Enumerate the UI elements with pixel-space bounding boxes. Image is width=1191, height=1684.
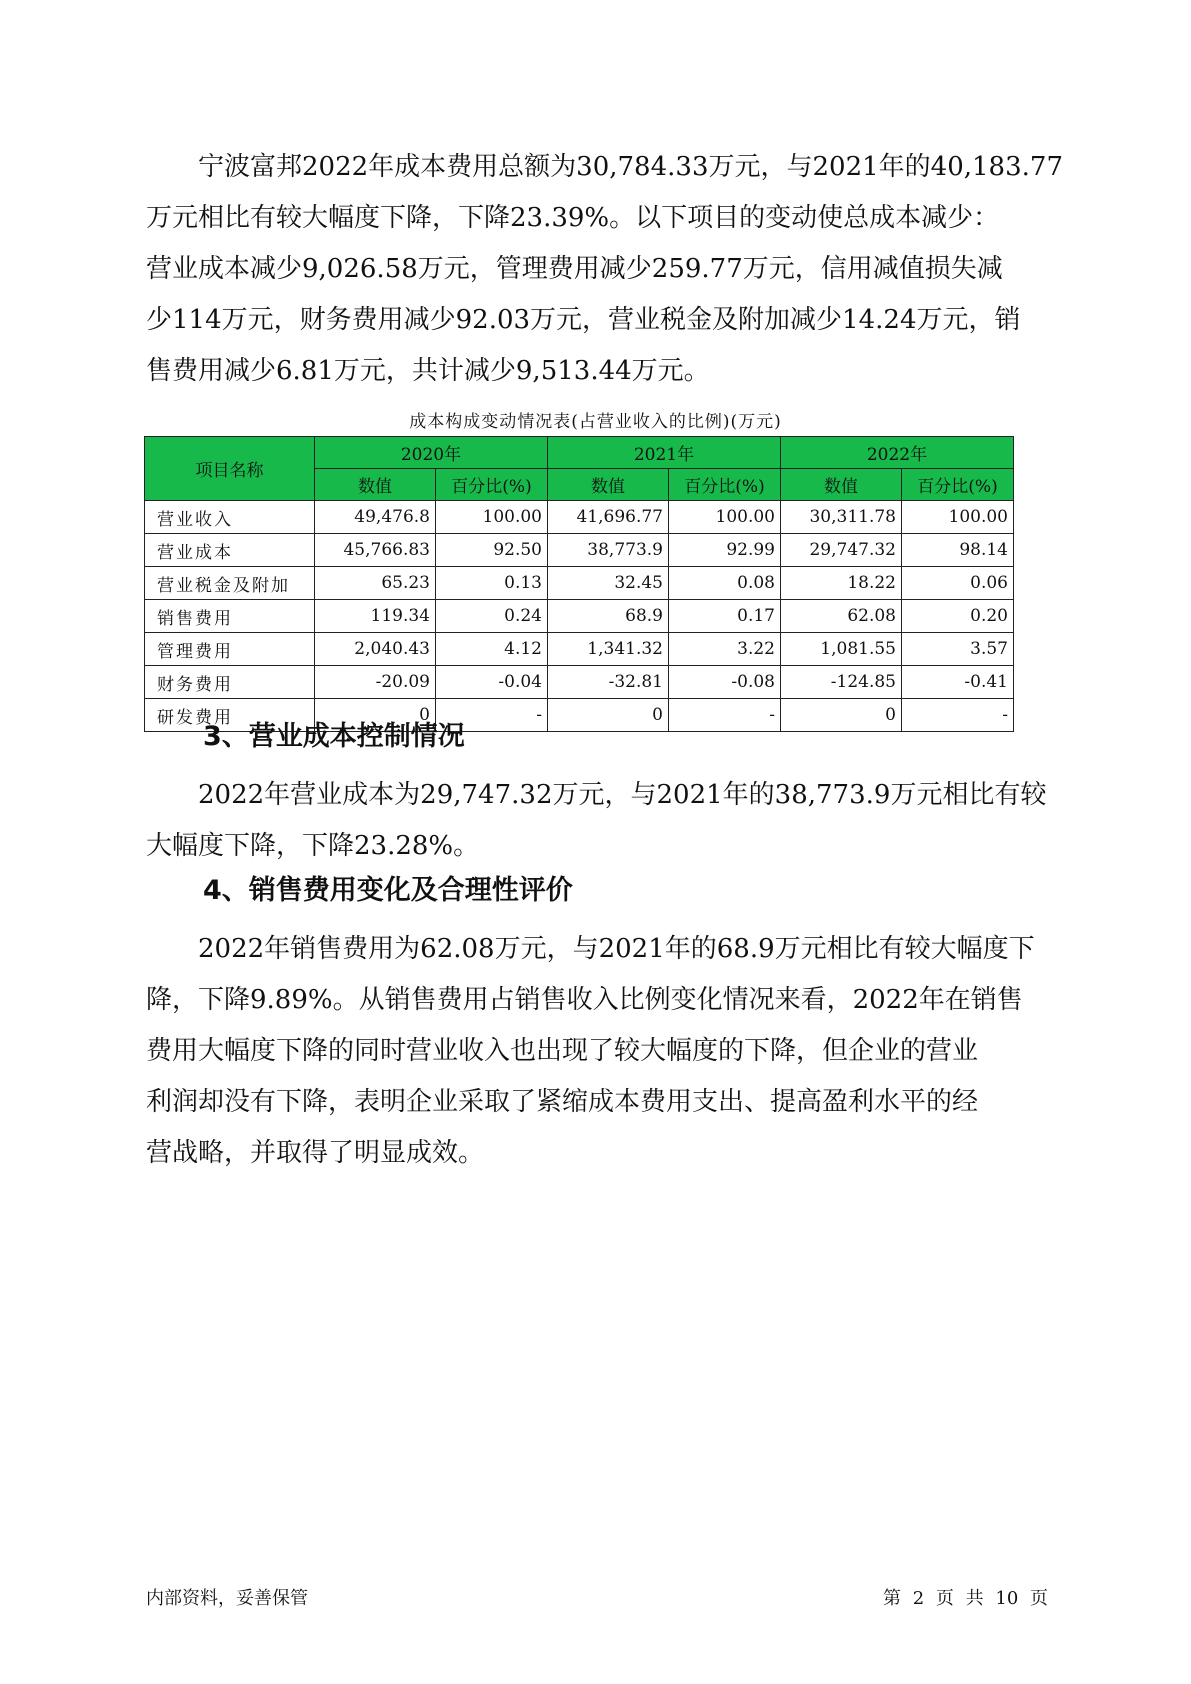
header-value: 数值 (315, 469, 436, 501)
table-row (145, 666, 1014, 699)
value-cell: -124.85 (781, 666, 902, 699)
value-cell: 41,696.77 (548, 501, 669, 534)
value-cell: 30,311.78 (781, 501, 902, 534)
header-percent: 百分比(%) (669, 469, 781, 501)
row-label: 研发费用 (145, 699, 315, 732)
percent-cell: 0.13 (436, 567, 548, 600)
table-row (145, 534, 1014, 567)
percent-cell: 0.17 (669, 600, 781, 633)
intro-line: 少114万元，财务费用减少92.03万元，营业税金及附加减少14.24万元，销 (146, 305, 1021, 335)
header-percent: 百分比(%) (902, 469, 1014, 501)
value-cell: 49,476.8 (315, 501, 436, 534)
percent-cell: - (436, 699, 548, 732)
value-cell: 38,773.9 (548, 534, 669, 567)
section4-paragraph (146, 924, 1056, 1179)
table-caption: 成本构成变动情况表(占营业收入的比例)(万元) (409, 412, 782, 432)
section3-paragraph (146, 770, 1056, 872)
row-label: 营业成本 (145, 534, 315, 567)
value-cell: 0 (548, 699, 669, 732)
section3-line: 大幅度下降，下降23.28%。 (146, 831, 480, 861)
percent-cell: - (902, 699, 1014, 732)
value-cell: -32.81 (548, 666, 669, 699)
cost-structure-table (144, 436, 1014, 732)
percent-cell: -0.08 (669, 666, 781, 699)
row-label: 财务费用 (145, 666, 315, 699)
value-cell: 68.9 (548, 600, 669, 633)
percent-cell: 98.14 (902, 534, 1014, 567)
percent-cell: 3.57 (902, 633, 1014, 666)
percent-cell: - (669, 699, 781, 732)
header-year-2021: 2021年 (548, 437, 781, 469)
value-cell: 18.22 (781, 567, 902, 600)
footer-confidential-note: 内部资料，妥善保管 (146, 1588, 308, 1609)
percent-cell: 0.20 (902, 600, 1014, 633)
intro-line: 万元相比有较大幅度下降，下降23.39%。以下项目的变动使总成本减少： (146, 203, 1000, 233)
value-cell: 62.08 (781, 600, 902, 633)
percent-cell: 100.00 (669, 501, 781, 534)
section4-line: 费用大幅度下降的同时营业收入也出现了较大幅度的下降，但企业的营业 (146, 1036, 979, 1066)
intro-line: 营业成本减少9,026.58万元，管理费用减少259.77万元，信用减值损失减 (146, 254, 1003, 284)
header-item-name: 项目名称 (145, 437, 315, 501)
percent-cell: 100.00 (436, 501, 548, 534)
row-label: 销售费用 (145, 600, 315, 633)
section3-heading: 3、营业成本控制情况 (203, 721, 465, 752)
header-year-2020: 2020年 (315, 437, 548, 469)
section4-heading: 4、销售费用变化及合理性评价 (203, 875, 573, 906)
value-cell: -20.09 (315, 666, 436, 699)
percent-cell: -0.41 (902, 666, 1014, 699)
percent-cell: 4.12 (436, 633, 548, 666)
percent-cell: 0.06 (902, 567, 1014, 600)
value-cell: 2,040.43 (315, 633, 436, 666)
percent-cell: -0.04 (436, 666, 548, 699)
table-row (145, 600, 1014, 633)
table-row (145, 567, 1014, 600)
section4-line: 利润却没有下降，表明企业采取了紧缩成本费用支出、提高盈利水平的经 (146, 1087, 979, 1117)
header-value: 数值 (781, 469, 902, 501)
section3-line: 2022年营业成本为29,747.32万元，与2021年的38,773.9万元相比有较 (198, 780, 1047, 810)
section4-line: 降，下降9.89%。从销售费用占销售收入比例变化情况来看，2022年在销售 (146, 985, 1023, 1015)
intro-paragraph (146, 142, 1063, 397)
header-percent: 百分比(%) (436, 469, 548, 501)
value-cell: 119.34 (315, 600, 436, 633)
intro-line: 售费用减少6.81万元，共计减少9,513.44万元。 (146, 356, 710, 386)
intro-line: 宁波富邦2022年成本费用总额为30,784.33万元，与2021年的40,183.77 (198, 152, 1063, 182)
table-row (145, 633, 1014, 666)
value-cell: 0 (315, 699, 436, 732)
header-value: 数值 (548, 469, 669, 501)
value-cell: 1,341.32 (548, 633, 669, 666)
row-label: 管理费用 (145, 633, 315, 666)
table-row (145, 501, 1014, 534)
value-cell: 65.23 (315, 567, 436, 600)
percent-cell: 92.99 (669, 534, 781, 567)
percent-cell: 3.22 (669, 633, 781, 666)
value-cell: 32.45 (548, 567, 669, 600)
percent-cell: 100.00 (902, 501, 1014, 534)
header-year-2022: 2022年 (781, 437, 1014, 469)
percent-cell: 0.24 (436, 600, 548, 633)
footer-page-number: 第 2 页 共 10 页 (883, 1588, 1048, 1609)
percent-cell: 92.50 (436, 534, 548, 567)
row-label: 营业收入 (145, 501, 315, 534)
value-cell: 45,766.83 (315, 534, 436, 567)
table-body (145, 501, 1014, 732)
value-cell: 1,081.55 (781, 633, 902, 666)
percent-cell: 0.08 (669, 567, 781, 600)
section4-line: 营战略，并取得了明显成效。 (146, 1138, 485, 1168)
row-label: 营业税金及附加 (145, 567, 315, 600)
section4-line: 2022年销售费用为62.08万元，与2021年的68.9万元相比有较大幅度下 (198, 934, 1035, 964)
value-cell: 0 (781, 699, 902, 732)
value-cell: 29,747.32 (781, 534, 902, 567)
